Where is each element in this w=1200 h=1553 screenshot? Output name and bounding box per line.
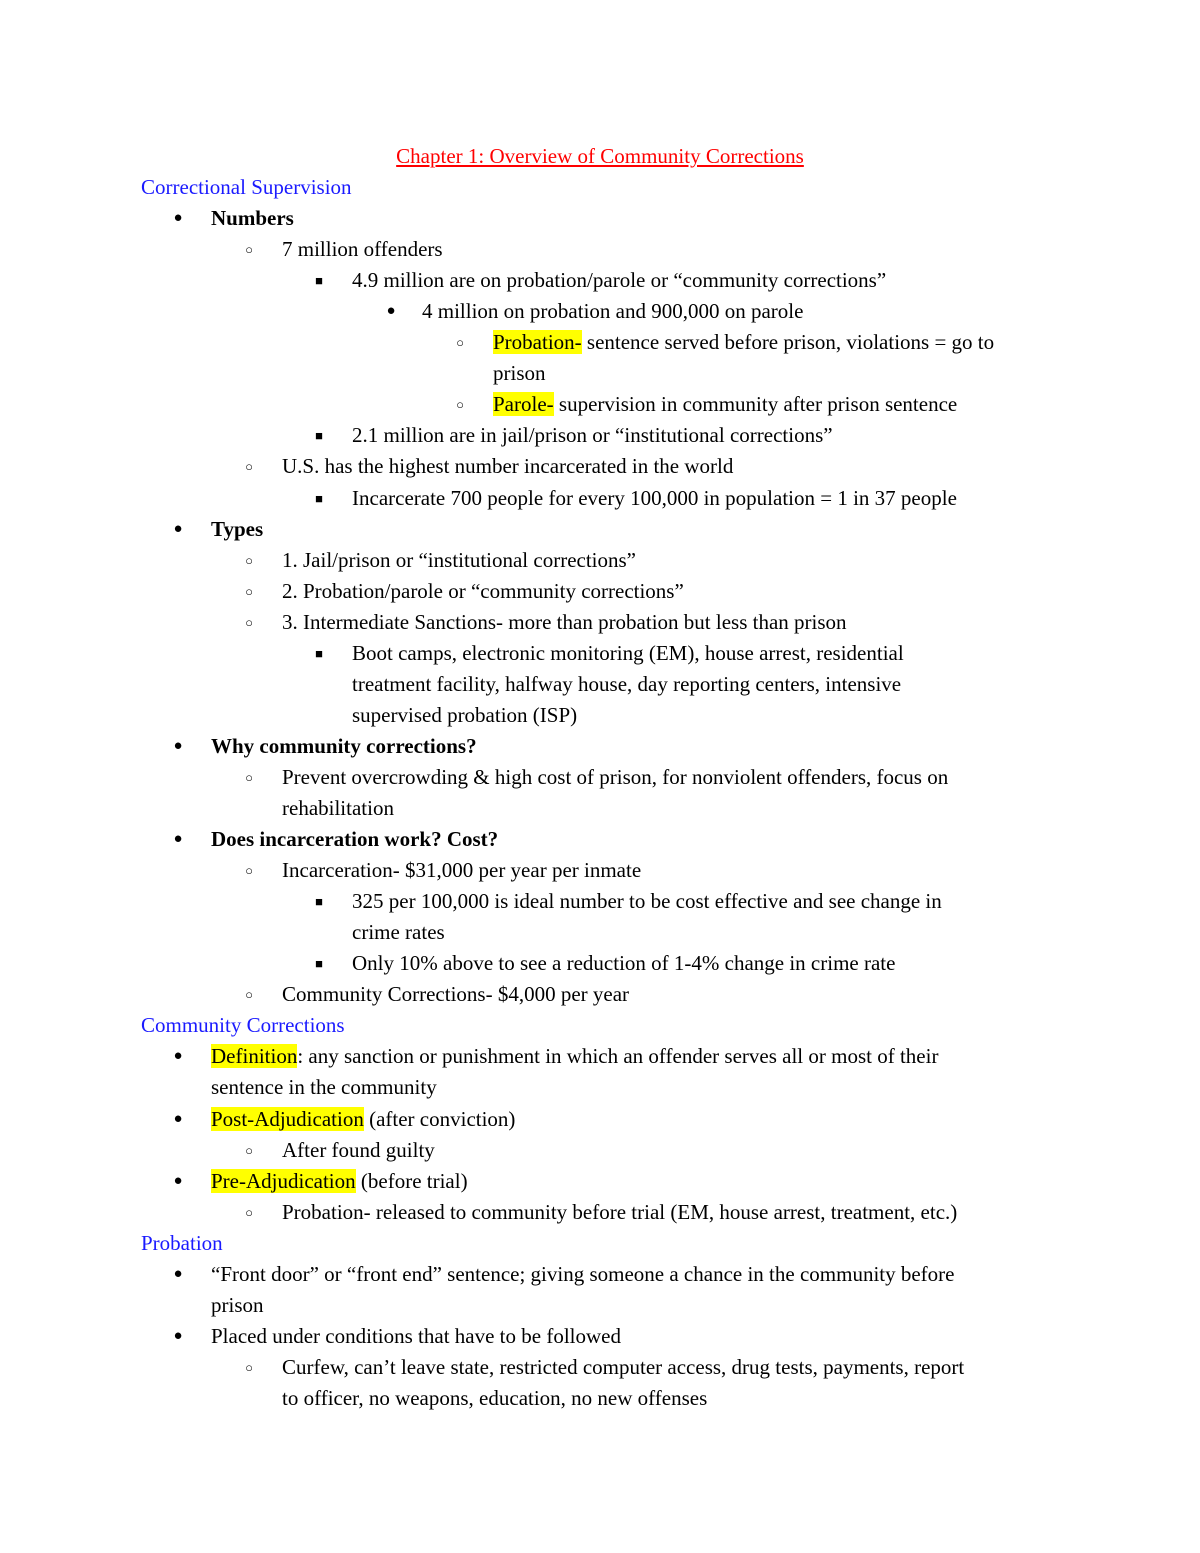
list-item-text: supervision in community after prison sentence [553, 392, 958, 417]
circle-bullet-icon: ○ [245, 552, 253, 568]
list-item-continuation: treatment facility, halfway house, day reporting centers, intensive [352, 671, 902, 696]
section-heading: Probation [141, 1230, 223, 1255]
list-item: 325 per 100,000 is ideal number to be cost effective and see change in [352, 889, 942, 914]
list-item-text: (after conviction) [363, 1106, 516, 1131]
list-item: After found guilty [282, 1137, 435, 1162]
list-item [493, 389, 957, 420]
list-item-text: : any sanction or punishment in which an offender serves all or most of their [297, 1044, 939, 1069]
disc-bullet-icon: ● [173, 1048, 183, 1065]
list-item: 7 million offenders [282, 237, 443, 262]
list-item: Numbers [211, 206, 294, 231]
disc-bullet-icon: ● [173, 1327, 183, 1344]
circle-bullet-icon: ○ [245, 863, 253, 879]
circle-bullet-icon: ○ [245, 987, 253, 1003]
list-item: Incarcerate 700 people for every 100,000 in population = 1 in 37 people [352, 485, 957, 510]
list-item-continuation: crime rates [352, 920, 445, 945]
list-item: Boot camps, electronic monitoring (EM), house arrest, residential [352, 640, 904, 665]
square-bullet-icon: ■ [315, 645, 323, 661]
disc-bullet-icon: ● [173, 1110, 183, 1127]
circle-bullet-icon: ○ [245, 1204, 253, 1220]
list-item-text: sentence served before prison, violations = go to [581, 330, 995, 355]
circle-bullet-icon: ○ [245, 1142, 253, 1158]
circle-bullet-icon: ○ [245, 1359, 253, 1375]
section-heading: Community Corrections [141, 1013, 345, 1038]
list-item: 4 million on probation and 900,000 on parole [422, 299, 804, 324]
section-heading: Correctional Supervision [141, 175, 352, 199]
circle-bullet-icon: ○ [245, 583, 253, 599]
list-item-continuation: supervised probation (ISP) [352, 702, 578, 727]
list-item [211, 1104, 515, 1135]
list-item-continuation: sentence in the community [211, 1075, 437, 1100]
page-title: Chapter 1: Overview of Community Corrections [396, 144, 804, 168]
list-item: 3. Intermediate Sanctions- more than probation but less than prison [282, 609, 847, 634]
list-item: Why community corrections? [211, 733, 477, 758]
disc-bullet-icon: ● [173, 737, 183, 754]
list-item: Does incarceration work? Cost? [211, 827, 499, 852]
list-item: “Front door” or “front end” sentence; giving someone a chance in the community before [211, 1261, 955, 1286]
circle-bullet-icon: ○ [456, 335, 464, 351]
list-item-text: (before trial) [355, 1168, 468, 1193]
list-item: Incarceration- $31,000 per year per inmate [282, 858, 642, 883]
list-item: U.S. has the highest number incarcerated in the world [282, 454, 734, 479]
square-bullet-icon: ■ [315, 273, 323, 289]
disc-bullet-icon: ● [173, 831, 183, 848]
list-item: 4.9 million are on probation/parole or “community corrections” [352, 268, 887, 293]
disc-bullet-icon: ● [173, 1265, 183, 1282]
list-item: Placed under conditions that have to be followed [211, 1323, 621, 1348]
square-bullet-icon: ■ [315, 490, 323, 506]
list-item [211, 1041, 938, 1072]
square-bullet-icon: ■ [315, 428, 323, 444]
circle-bullet-icon: ○ [245, 459, 253, 475]
disc-bullet-icon: ● [386, 303, 396, 320]
list-item-continuation: to officer, no weapons, education, no new offenses [282, 1385, 708, 1410]
highlighted-term: Pre-Adjudication [211, 1168, 356, 1193]
list-item: Types [211, 516, 264, 541]
disc-bullet-icon: ● [173, 520, 183, 537]
list-item: Probation- released to community before trial (EM, house arrest, treatment, etc.) [282, 1199, 958, 1224]
circle-bullet-icon: ○ [456, 397, 464, 413]
list-item-continuation: rehabilitation [282, 796, 394, 820]
list-item: Curfew, can’t leave state, restricted computer access, drug tests, payments, report [282, 1354, 965, 1379]
square-bullet-icon: ■ [315, 956, 323, 972]
highlighted-term: Definition [211, 1044, 298, 1069]
highlighted-term: Post-Adjudication [211, 1106, 364, 1131]
disc-bullet-icon: ● [173, 1172, 183, 1189]
highlighted-term: Probation- [493, 330, 582, 355]
circle-bullet-icon: ○ [245, 242, 253, 258]
disc-bullet-icon: ● [173, 210, 183, 227]
list-item: 2.1 million are in jail/prison or “institutional corrections” [352, 423, 833, 448]
list-item: Community Corrections- $4,000 per year [282, 982, 630, 1007]
list-item: Prevent overcrowding & high cost of prison, for nonviolent offenders, focus on [282, 764, 949, 789]
list-item: 1. Jail/prison or “institutional corrections” [282, 547, 637, 572]
list-item [493, 327, 994, 358]
circle-bullet-icon: ○ [245, 614, 253, 630]
list-item-continuation: prison [211, 1292, 264, 1317]
list-item [211, 1166, 468, 1197]
highlighted-term: Parole- [493, 392, 554, 417]
square-bullet-icon: ■ [315, 894, 323, 910]
list-item: 2. Probation/parole or “community corrections” [282, 578, 684, 603]
circle-bullet-icon: ○ [245, 769, 253, 785]
list-item-continuation: prison [493, 361, 546, 386]
list-item: Only 10% above to see a reduction of 1-4% change in crime rate [352, 951, 896, 976]
